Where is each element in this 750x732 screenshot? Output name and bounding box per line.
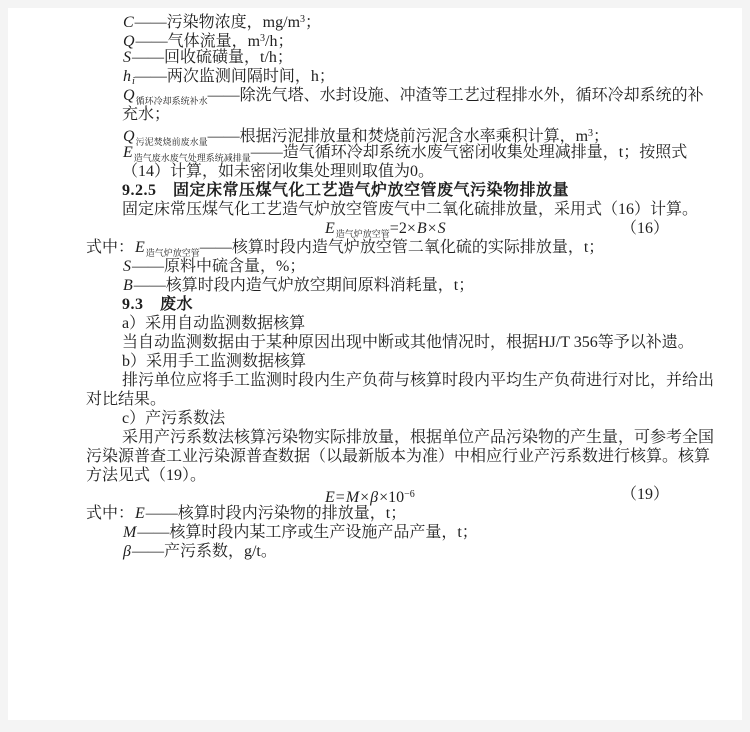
text-line <box>86 466 676 485</box>
subscript-label: 造气废水废气处理系统减排量 <box>133 153 251 163</box>
variable: β <box>123 543 131 560</box>
text-run: =2× <box>389 220 416 237</box>
text-run: ×10 <box>379 489 405 506</box>
text-line <box>86 333 694 352</box>
text-line <box>86 124 676 147</box>
text-run: 9.3 废水 <box>122 296 194 313</box>
text-run: 固定床常压煤气化工艺造气炉放空管废气中二氧化硫排放量，采用式（16）计算。 <box>122 201 699 218</box>
text-run: ——核算时段内某工序或生产设施产品产量，t； <box>137 524 478 541</box>
text-run: a）采用自动监测数据核算 <box>122 315 306 332</box>
text-run: 方法见式（19）。 <box>86 467 207 484</box>
text-run: c）产污系数法 <box>122 410 226 427</box>
text-line <box>86 238 676 257</box>
superscript: 3 <box>300 14 306 25</box>
text-line <box>86 48 676 67</box>
text-line <box>86 86 704 106</box>
equation-number: （16） <box>621 220 670 237</box>
formula-expression <box>324 489 415 506</box>
subscript-label: i <box>132 76 135 87</box>
text-run: 对比结果。 <box>86 391 167 408</box>
subscript-label: 造气炉放空管 <box>335 229 390 239</box>
text-line <box>86 428 715 447</box>
text-run: ——原料中硫含量，%； <box>132 258 306 275</box>
variable: M <box>123 524 137 541</box>
variable: B <box>123 277 133 294</box>
subscript-label: 循环冷却系统补水 <box>135 96 208 106</box>
text-run: ——两次监测间隔时间，h； <box>134 68 335 85</box>
text-run: 充水； <box>122 106 171 123</box>
text-line <box>86 105 676 124</box>
variable: M <box>345 489 360 506</box>
text-run: 式中： <box>86 505 135 522</box>
subscript-label: 造气炉放空管 <box>145 248 200 258</box>
text-line <box>86 257 676 276</box>
text-line <box>86 10 676 29</box>
text-run: = <box>335 489 345 506</box>
text-run: 式中： <box>86 239 135 256</box>
text-line <box>86 504 676 523</box>
text-run: ——核算时段内污染物的排放量，t； <box>145 505 407 522</box>
text-line <box>86 523 676 542</box>
text-line <box>86 371 715 390</box>
text-line <box>86 181 676 200</box>
document-body <box>8 8 742 561</box>
text-run: /h； <box>265 33 294 50</box>
formula-expression <box>324 220 447 237</box>
text-line <box>86 67 676 86</box>
variable: E <box>325 220 335 237</box>
text-run: ——污染物浓度，mg/m <box>134 14 301 31</box>
variable: Q <box>123 128 135 145</box>
variable: E <box>135 239 145 256</box>
text-run: b）采用手工监测数据核算 <box>122 353 307 370</box>
variable: B <box>416 220 427 237</box>
variable: E <box>325 489 335 506</box>
text-run: ——产污系数，g/t。 <box>131 543 277 560</box>
text-run: × <box>427 220 437 237</box>
variable: β <box>370 489 379 506</box>
text-run: ； <box>593 128 610 145</box>
variable: E <box>135 505 145 522</box>
text-line <box>86 409 676 428</box>
equation-number: （19） <box>621 486 670 503</box>
text-run: ——核算时段内造气炉放空管二氧化硫的实际排放量，t； <box>199 239 605 256</box>
variable: E <box>123 144 133 161</box>
variable: S <box>123 49 131 66</box>
text-run: ——造气循环冷却系统水废气密闭收集处理减排量，t；按照式 <box>250 144 688 161</box>
text-run: 当自动监测数据由于某种原因出现中断或其他情况时，根据HJ/T 356等予以补遗。 <box>122 334 694 351</box>
text-line <box>86 314 676 333</box>
text-line <box>86 200 699 219</box>
text-line <box>86 143 688 163</box>
variable: S <box>437 220 446 237</box>
superscript: 3 <box>588 128 594 139</box>
variable: Q <box>123 33 135 50</box>
subscript-label: 污泥焚烧前废水量 <box>135 137 208 147</box>
text-line <box>86 542 676 561</box>
text-run: 9.2.5 固定床常压煤气化工艺造气炉放空管废气污染物排放量 <box>122 182 570 199</box>
document-page <box>8 8 742 720</box>
text-run: 污染源普查工业污染源普查数据（以最新版本为准）中相应行业产污系数进行核算。核算 <box>86 448 711 465</box>
text-run: ——除洗气塔、水封设施、冲渣等工艺过程排水外，循环冷却系统的补 <box>207 87 704 104</box>
text-line <box>86 447 711 466</box>
variable: Q <box>123 87 135 104</box>
text-line <box>86 29 676 48</box>
formula-line <box>86 485 676 504</box>
text-run: （14）计算，如未密闭收集处理则取值为0。 <box>122 163 435 180</box>
text-run: ——回收硫磺量，t/h； <box>132 49 293 66</box>
text-run: ——核算时段内造气炉放空期间原料消耗量，t； <box>133 277 475 294</box>
text-run: 排污单位应将手工监测时段内生产负荷与核算时段内平均生产负荷进行对比，并给出 <box>122 372 715 389</box>
text-run: 采用产污系数法核算污染物实际排放量，根据单位产品污染物的产生量，可参考全国 <box>122 429 715 446</box>
text-line <box>86 162 676 181</box>
text-line <box>86 390 676 409</box>
formula-line <box>86 219 676 238</box>
text-run: × <box>360 489 370 506</box>
variable: h <box>123 68 131 85</box>
text-run: ——根据污泥排放量和焚烧前污泥含水率乘积计算，m <box>207 128 589 145</box>
text-run: ； <box>305 14 322 31</box>
superscript: −6 <box>404 489 415 500</box>
variable: C <box>123 14 134 31</box>
text-line <box>86 276 676 295</box>
text-line <box>86 295 676 314</box>
variable: S <box>123 258 131 275</box>
text-line <box>86 352 676 371</box>
superscript: 3 <box>260 33 266 44</box>
text-run: ——气体流量，m <box>135 33 261 50</box>
